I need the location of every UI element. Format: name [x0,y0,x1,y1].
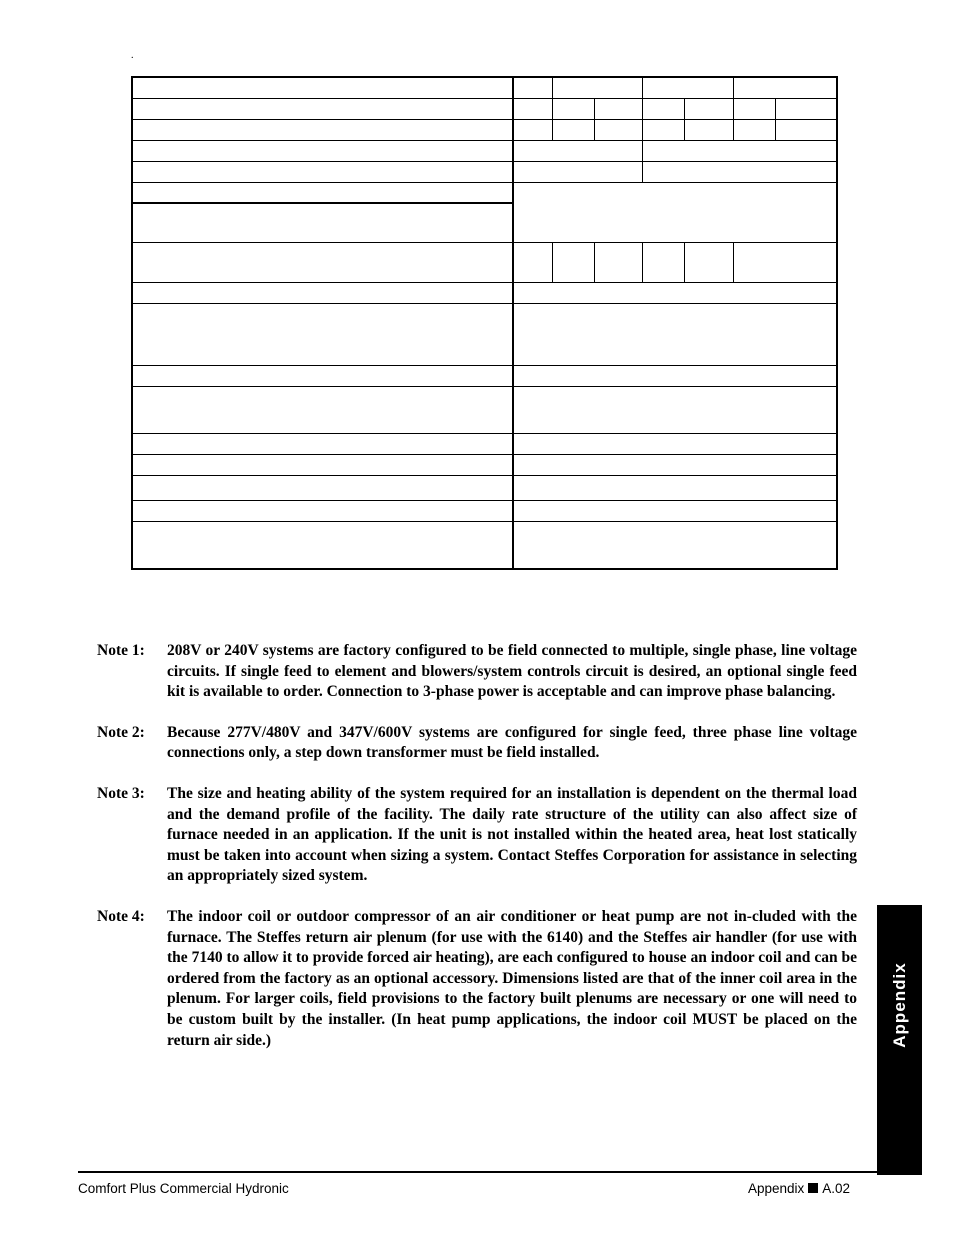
note-2 [97,723,857,764]
note-label: Note 4: [97,907,145,925]
note-label: Note 2: [97,723,145,741]
note-label: Note 3: [97,784,145,802]
note-text: Because 277V/480V and 347V/600V systems are configured for single feed, three phase line voltage connections only, a step down transformer must be field installed. [167,723,857,762]
notes-section [97,641,857,1071]
note-text: 208V or 240V systems are factory configured to be field connected to multiple, single phase, line voltage circuits. If single feed to element and blowers/system controls circuit is desired, an optional single feed kit is available to order. Connection to 3-phase power is acceptable and can improve phase balancing. [167,642,857,701]
spec-table-grid [0,0,954,600]
side-tab-label: Appendix [889,962,909,1048]
stray-mark: . [131,50,134,61]
footer-page-number: A.02 [822,1181,851,1196]
footer-title: Comfort Plus Commercial Hydronic [78,1181,289,1196]
footer-page-ref [748,1181,850,1196]
note-1 [97,641,857,703]
appendix-side-tab [877,905,922,1175]
note-text: The indoor coil or outdoor compressor of an air conditioner or heat pump are not in-cluded with the furnace. The Steffes return air plenum (for use with the 6140) and the Steffes air handler (for use with the 7140 to allow it to provide forced air heating), are each configured to house an indoor coil and can be ordered from the factory as an optional accessory. Dimensions listed are that of the inner coil area in the plenum. For larger coils, field provisions to the factory built plenums are necessary or one will need to be custom built by the installer. (In heat pump applications, the indoor coil MUST be placed on the return air side.) [167,907,857,1049]
note-4 [97,907,857,1051]
footer-rule [78,1171,922,1173]
note-label: Note 1: [97,642,145,659]
note-3 [97,784,857,887]
square-bullet-icon [808,1183,818,1193]
note-text: The size and heating ability of the system required for an installation is dependent on the thermal load and the demand profile of the facility. The daily rate structure of the utility can also affect size of furnace needed in an application. If the unit is not installed within the heated area, heat lost statically must be taken into account when sizing a system. Contact Steffes Corporation for assistance in selecting an appropriately sized system. [167,784,857,885]
footer-section: Appendix [748,1181,805,1196]
